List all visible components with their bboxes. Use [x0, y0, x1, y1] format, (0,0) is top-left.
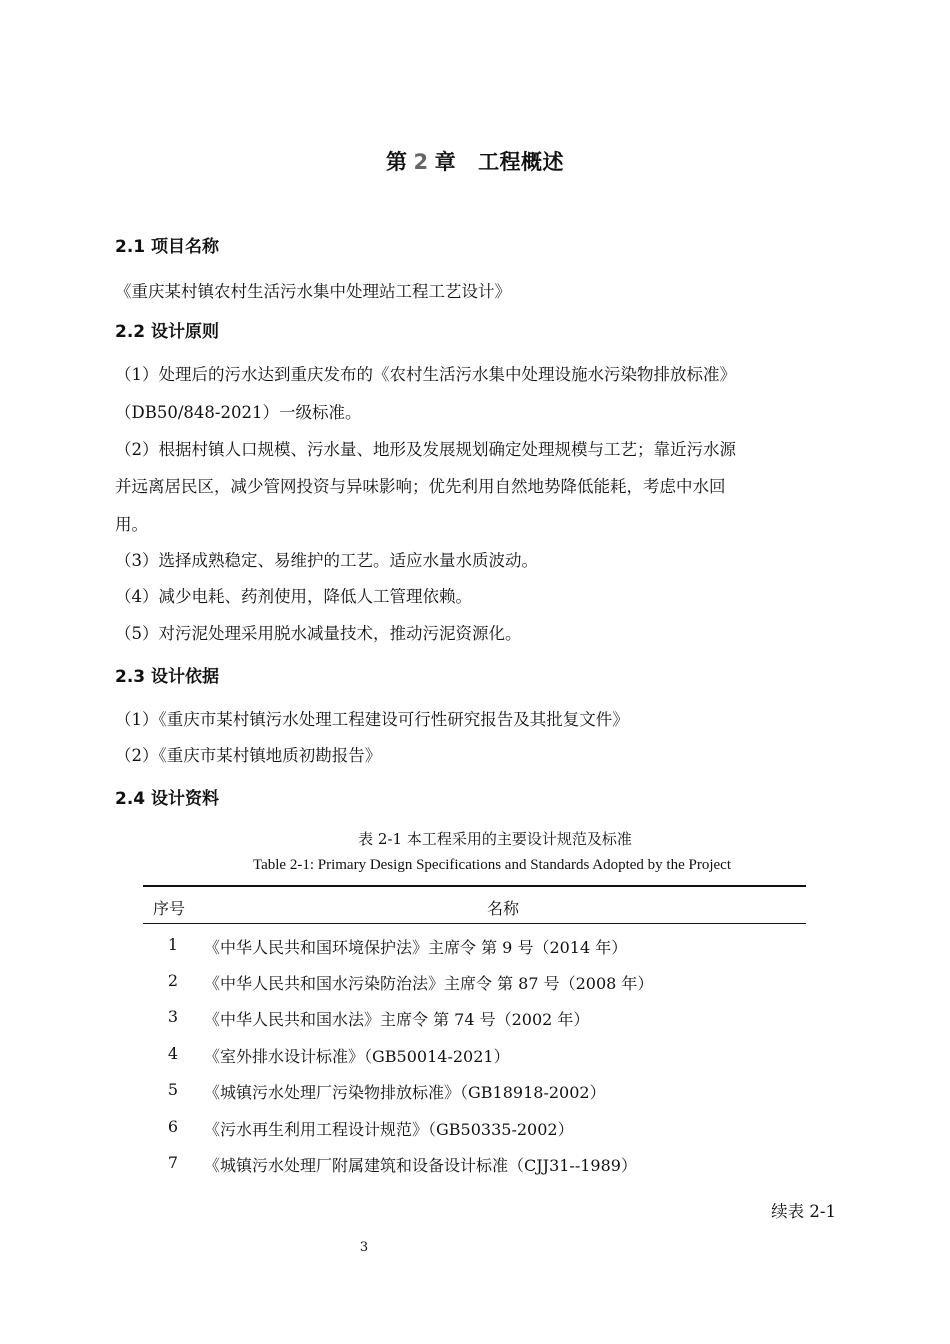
table-header-rule	[143, 923, 806, 924]
table-header-no: 序号	[153, 899, 186, 918]
principle-line: （DB50/848-2021）一级标准。	[115, 403, 362, 422]
row-no: 1	[167, 935, 179, 954]
chapter-prefix: 第	[385, 150, 408, 174]
table-caption-cn: 表 2-1 本工程采用的主要设计规范及标准	[358, 830, 632, 848]
chapter-suffix: 章	[434, 150, 457, 174]
row-no: 2	[167, 971, 179, 990]
table-continued-label: 续表 2-1	[771, 1202, 836, 1221]
section-heading-2-3: 2.3 设计依据	[115, 667, 220, 687]
principle-line: （5）对污泥处理采用脱水减量技术，推动污泥资源化。	[115, 624, 522, 643]
row-name: 《中华人民共和国水污染防治法》主席令 第 87 号（2008 年）	[204, 974, 654, 993]
project-name: 《重庆某村镇农村生活污水集中处理站工程工艺设计》	[115, 282, 511, 301]
row-name: 《中华人民共和国环境保护法》主席令 第 9 号（2014 年）	[204, 938, 628, 957]
table-caption-en: Table 2-1: Primary Design Specifications and Standards Adopted by the Project	[252, 857, 731, 873]
principle-line: 并远离居民区，减少管网投资与异味影响；优先利用自然地势降低能耗，考虑中水回	[115, 477, 726, 496]
row-no: 4	[167, 1044, 179, 1063]
row-name: 《室外排水设计标准》（GB50014-2021）	[204, 1047, 510, 1066]
row-no: 7	[167, 1153, 179, 1172]
table-header-name: 名称	[487, 899, 520, 918]
section-heading-2-1: 2.1 项目名称	[115, 237, 220, 257]
principle-line: 用。	[115, 515, 148, 534]
table-top-rule	[143, 885, 806, 887]
row-no: 5	[167, 1080, 179, 1099]
section-heading-2-2: 2.2 设计原则	[115, 322, 220, 342]
basis-line: （2）《重庆市某村镇地质初勘报告》	[115, 746, 382, 765]
chapter-name: 工程概述	[478, 150, 565, 174]
principle-line: （4）减少电耗、药剂使用，降低人工管理依赖。	[115, 587, 472, 606]
row-name: 《城镇污水处理厂附属建筑和设备设计标准（CJJ31--1989）	[204, 1156, 637, 1175]
section-heading-2-4: 2.4 设计资料	[115, 789, 220, 809]
row-no: 3	[167, 1007, 179, 1026]
page-number: 3	[359, 1240, 369, 1255]
row-no: 6	[167, 1117, 179, 1136]
basis-line: （1）《重庆市某村镇污水处理工程建设可行性研究报告及其批复文件》	[115, 710, 629, 729]
chapter-number: 2	[413, 150, 429, 174]
principle-line: （2）根据村镇人口规模、污水量、地形及发展规划确定处理规模与工艺；靠近污水源	[115, 440, 736, 459]
chapter-title	[0, 146, 950, 176]
row-name: 《污水再生利用工程设计规范》（GB50335-2002）	[204, 1120, 574, 1139]
principle-line: （1）处理后的污水达到重庆发布的《农村生活污水集中处理设施水污染物排放标准》	[115, 365, 736, 384]
row-name: 《城镇污水处理厂污染物排放标准》（GB18918-2002）	[204, 1083, 606, 1102]
principle-line: （3）选择成熟稳定、易维护的工艺。适应水量水质波动。	[115, 551, 538, 570]
row-name: 《中华人民共和国水法》主席令 第 74 号（2002 年）	[204, 1010, 590, 1029]
